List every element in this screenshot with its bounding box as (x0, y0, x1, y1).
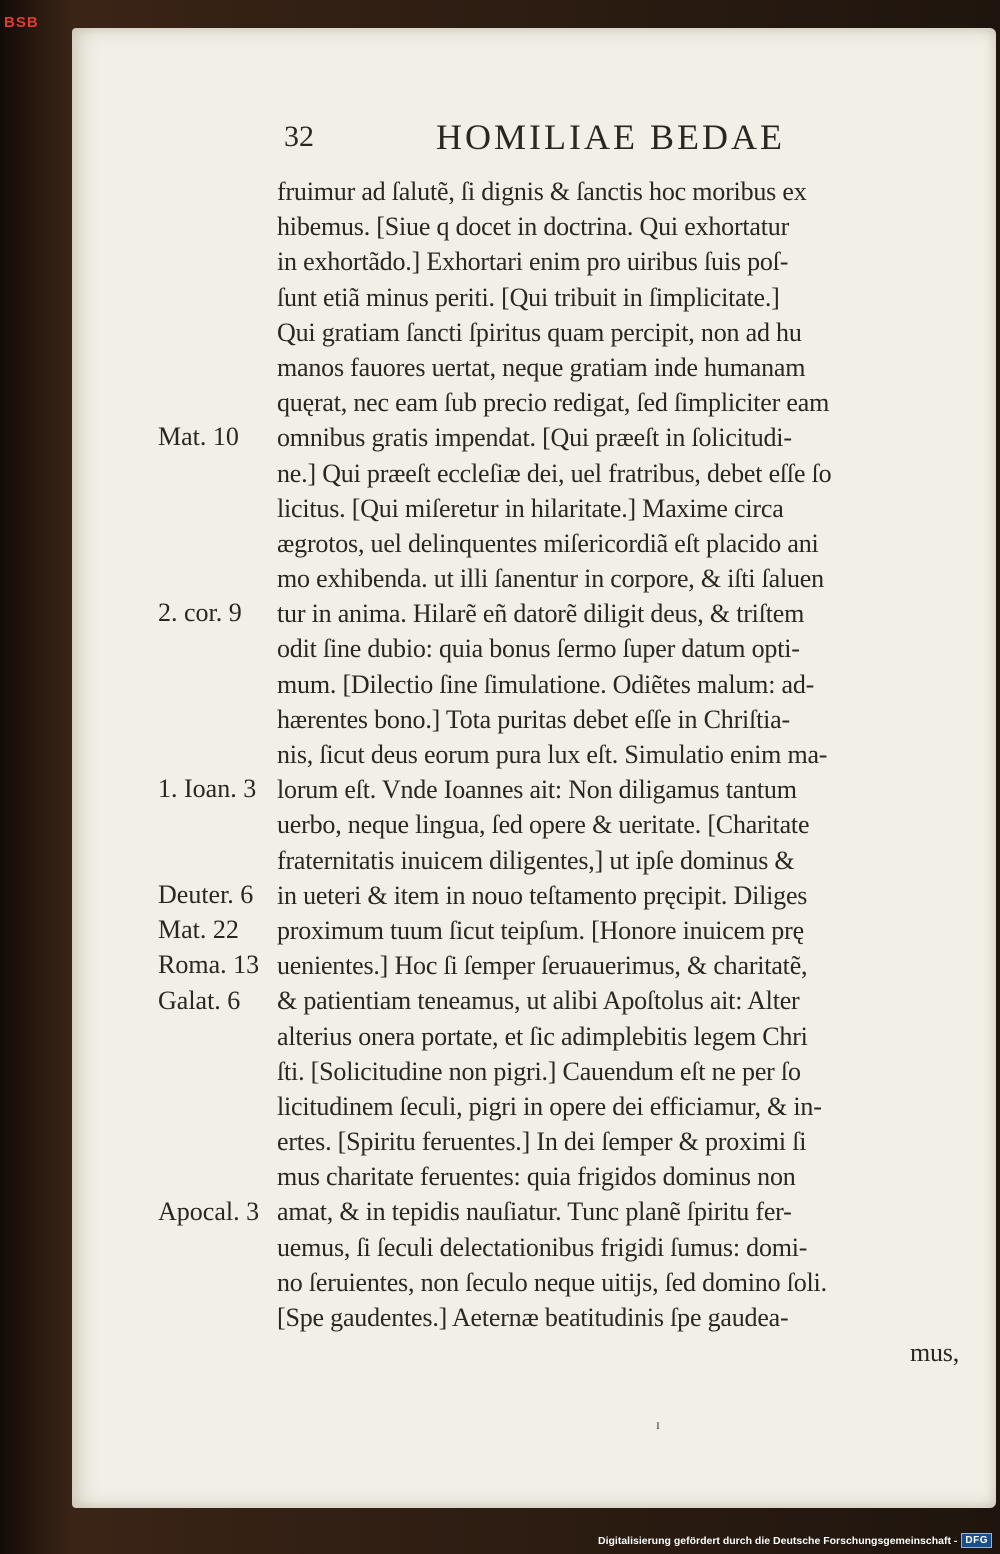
text-line: hibemus. [Siue q docet in doctrina. Qui exhortatur (277, 212, 790, 242)
margin-reference: Roma. 13 (158, 950, 260, 980)
footer-credit (598, 1533, 992, 1548)
text-line: ægrotos, uel delinquentes miſericordiã eſt placido ani (277, 528, 819, 558)
text-line: alterius onera portate, et ſic adimplebitis legem Chri (277, 1021, 808, 1051)
text-line: mum. [Dilectio ſine ſimulatione. Odiẽtes malum: ad- (277, 669, 815, 699)
text-line: odit ſine dubio: quia bonus ſermo ſuper datum opti- (277, 634, 800, 664)
margin-reference: 2. cor. 9 (158, 598, 242, 628)
text-line: lorum eſt. Vnde Ioannes ait: Non diligamus tantum (277, 775, 797, 805)
text-line: amat, & in tepidis nauſiatur. Tunc planẽ ſpiritu fer- (277, 1197, 792, 1227)
page-mark: ɪ (656, 1418, 660, 1433)
text-line: ſunt etiã minus periti. [Qui tribuit in ſimplicitate.] (277, 282, 780, 312)
margin-reference: Apocal. 3 (158, 1196, 260, 1226)
margin-reference: Mat. 10 (158, 422, 239, 452)
text-line: mus charitate feruentes: quia frigidos dominus non (277, 1162, 796, 1192)
text-line: ertes. [Spiritu feruentes.] In dei ſemper & proximi ſi (277, 1127, 807, 1157)
footer-text: Digitalisierung gefördert durch die Deutsche Forschungsgemeinschaft - (598, 1534, 958, 1547)
page-number: 32 (284, 120, 314, 153)
body-text (277, 174, 967, 1370)
text-line: in exhortãdo.] Exhortari enim pro uiribus ſuis poſ- (277, 247, 789, 277)
text-line: manos fauores uertat, neque gratiam inde humanam (277, 352, 806, 382)
text-line: in ueteri & item in nouo teſtamento pręcipit. Diliges (277, 880, 808, 910)
text-line: nis, ſicut deus eorum pura lux eſt. Simulatio enim ma- (277, 740, 828, 769)
library-mark: BSB (4, 14, 39, 31)
text-line: Qui gratiam ſancti ſpiritus quam percipit, non ad hu (277, 317, 802, 347)
text-line: uerbo, neque lingua, ſed opere & ueritate. [Charitate (277, 810, 810, 840)
text-line: ne.] Qui præeſt eccleſiæ dei, uel fratribus, debet eſſe ſo (277, 458, 832, 488)
text-line: proximum tuum ſicut teipſum. [Honore inuicem prę (277, 915, 804, 945)
text-line: licitudinem ſeculi, pigri in opere dei efficiamur, & in- (277, 1091, 822, 1121)
margin-reference: Mat. 22 (158, 915, 239, 945)
text-line: no ſeruientes, non ſeculo neque uitijs, ſed domino ſoli. (277, 1267, 827, 1297)
text-line: licitus. [Qui miſeretur in hilaritate.] Maxime circa (277, 493, 784, 523)
text-line: hærentes bono.] Tota puritas debet eſſe in Chriſtia- (277, 704, 790, 734)
text-line: quęrat, nec eam ſub precio redigat, ſed ſimpliciter eam (277, 388, 830, 418)
text-line: omnibus gratis impendat. [Qui præeſt in ſolicitudi- (277, 423, 792, 453)
text-line: uemus, ſi ſeculi delectationibus frigidi ſumus: domi- (277, 1232, 808, 1262)
text-line: fraternitatis inuicem diligentes,] ut ipſe dominus & (277, 845, 795, 875)
text-line: uenientes.] Hoc ſi ſemper ſeruauerimus, & charitatẽ, (277, 951, 808, 981)
catchword: mus, (909, 1338, 959, 1368)
text-line: mo exhibenda. ut illi ſanentur in corpore, & iſti ſaluen (277, 564, 824, 594)
margin-reference: Deuter. 6 (158, 880, 254, 909)
text-line: fruimur ad ſalutẽ, ſi dignis & ſanctis hoc moribus ex (277, 177, 807, 206)
margin-reference: Galat. 6 (158, 985, 241, 1015)
text-line: & patientiam teneamus, ut alibi Apoſtolus ait: Alter (277, 986, 800, 1016)
text-line: ſti. [Solicitudine non pigri.] Cauendum eſt ne per ſo (277, 1056, 801, 1086)
margin-reference: 1. Ioan. 3 (158, 774, 257, 804)
text-line: [Spe gaudentes.] Aeternæ beatitudinis ſpe gaudea- (277, 1303, 789, 1332)
running-title: HOMILIAE BEDAE (436, 117, 785, 157)
text-line: tur in anima. Hilarẽ eñ datorẽ diligit deus, & triſtem (277, 599, 805, 629)
dfg-logo-icon: DFG (961, 1533, 992, 1548)
running-head (282, 116, 922, 164)
book-page (72, 28, 996, 1508)
